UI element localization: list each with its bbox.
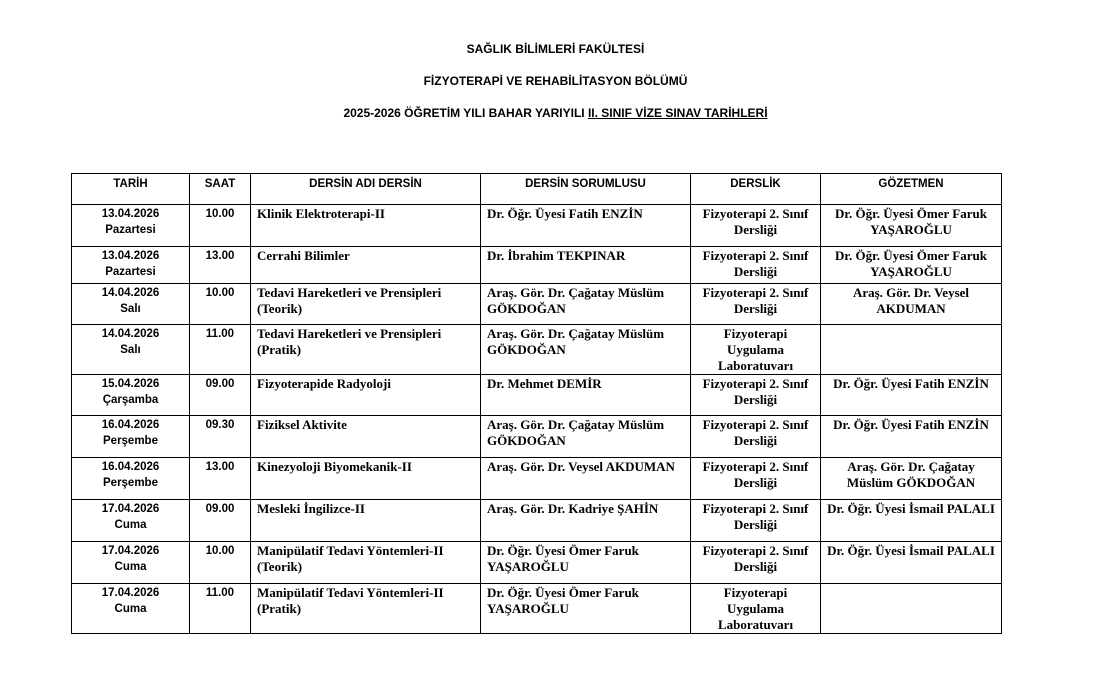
table-row bbox=[72, 375, 1002, 416]
exam-room: Fizyoterapi 2. Sınıf Dersliği bbox=[702, 206, 809, 237]
exam-day: Cuma bbox=[114, 603, 147, 615]
room-cell bbox=[691, 284, 821, 325]
date-cell bbox=[72, 284, 190, 325]
exam-day: Perşembe bbox=[103, 477, 158, 489]
exam-time: 10.00 bbox=[205, 208, 235, 220]
date-cell bbox=[72, 325, 190, 375]
column-header-time: SAAT bbox=[190, 174, 251, 205]
exam-time: 09.30 bbox=[205, 419, 235, 431]
course-cell bbox=[251, 458, 481, 500]
exam-proctor: Dr. Öğr. Üyesi Ömer Faruk YAŞAROĞLU bbox=[835, 248, 987, 279]
exam-date: 14.04.2026 bbox=[101, 328, 160, 340]
exam-time: 09.00 bbox=[205, 503, 235, 515]
room-cell bbox=[691, 247, 821, 284]
table-row bbox=[72, 500, 1002, 542]
exam-date: 17.04.2026 bbox=[101, 503, 160, 515]
time-cell bbox=[190, 500, 251, 542]
date-cell bbox=[72, 500, 190, 542]
proctor-cell bbox=[821, 375, 1002, 416]
instructor-cell bbox=[481, 205, 691, 247]
exam-room: Fizyoterapi 2. Sınıf Dersliği bbox=[702, 501, 809, 532]
course-instructor: Dr. Öğr. Üyesi Ömer Faruk YAŞAROĞLU bbox=[487, 585, 639, 616]
time-cell bbox=[190, 284, 251, 325]
exam-date: 17.04.2026 bbox=[101, 545, 160, 557]
exam-proctor: Araş. Gör. Dr. Çağatay Müslüm GÖKDOĞAN bbox=[846, 459, 976, 490]
instructor-cell bbox=[481, 284, 691, 325]
instructor-cell bbox=[481, 375, 691, 416]
exam-room: Fizyoterapi 2. Sınıf Dersliği bbox=[702, 459, 809, 490]
instructor-cell bbox=[481, 584, 691, 634]
course-name: Manipülatif Tedavi Yöntemleri-II (Pratik) bbox=[257, 585, 444, 616]
proctor-cell bbox=[821, 542, 1002, 584]
date-cell bbox=[72, 542, 190, 584]
exam-proctor: Dr. Öğr. Üyesi Fatih ENZİN bbox=[833, 376, 989, 391]
course-cell bbox=[251, 375, 481, 416]
exam-room: Fizyoterapi 2. Sınıf Dersliği bbox=[702, 543, 809, 574]
course-cell bbox=[251, 542, 481, 584]
schedule-title-underlined: II. SINIF VİZE SINAV TARİHLERİ bbox=[587, 106, 768, 120]
course-name: Tedavi Hareketleri ve Prensipleri (Pratik) bbox=[257, 326, 442, 357]
schedule-title-prefix: 2025-2026 ÖĞRETİM YILI BAHAR YARIYILI bbox=[343, 106, 588, 120]
instructor-cell bbox=[481, 325, 691, 375]
course-name: Fizyoterapide Radyoloji bbox=[257, 376, 391, 391]
table-row bbox=[72, 542, 1002, 584]
exam-date: 15.04.2026 bbox=[101, 378, 160, 390]
course-name: Kinezyoloji Biyomekanik-II bbox=[257, 459, 412, 474]
exam-date: 14.04.2026 bbox=[101, 287, 160, 299]
date-cell bbox=[72, 375, 190, 416]
exam-day: Salı bbox=[120, 303, 141, 315]
exam-room: Fizyoterapi Uygulama Laboratuvarı bbox=[717, 585, 794, 632]
exam-day: Pazartesi bbox=[105, 224, 156, 236]
exam-time: 13.00 bbox=[205, 461, 235, 473]
schedule-title bbox=[0, 106, 1111, 120]
proctor-cell bbox=[821, 458, 1002, 500]
time-cell bbox=[190, 325, 251, 375]
course-name: Fiziksel Aktivite bbox=[257, 417, 347, 432]
room-cell bbox=[691, 458, 821, 500]
exam-time: 10.00 bbox=[205, 287, 235, 299]
table-row bbox=[72, 458, 1002, 500]
course-name: Mesleki İngilizce-II bbox=[257, 501, 365, 516]
exam-time: 11.00 bbox=[205, 328, 235, 340]
proctor-cell bbox=[821, 416, 1002, 458]
time-cell bbox=[190, 247, 251, 284]
exam-date: 13.04.2026 bbox=[101, 208, 160, 220]
exam-day: Pazartesi bbox=[105, 266, 156, 278]
exam-proctor: Dr. Öğr. Üyesi Fatih ENZİN bbox=[833, 417, 989, 432]
proctor-cell bbox=[821, 500, 1002, 542]
exam-proctor: Dr. Öğr. Üyesi İsmail PALALI bbox=[827, 501, 995, 516]
course-instructor: Dr. Öğr. Üyesi Fatih ENZİN bbox=[487, 206, 643, 221]
table-row bbox=[72, 205, 1002, 247]
instructor-cell bbox=[481, 458, 691, 500]
course-name: Tedavi Hareketleri ve Prensipleri (Teorik) bbox=[257, 285, 442, 316]
exam-time: 09.00 bbox=[205, 378, 235, 390]
time-cell bbox=[190, 584, 251, 634]
room-cell bbox=[691, 584, 821, 634]
room-cell bbox=[691, 205, 821, 247]
room-cell bbox=[691, 325, 821, 375]
proctor-cell bbox=[821, 205, 1002, 247]
table-row bbox=[72, 325, 1002, 375]
course-name: Manipülatif Tedavi Yöntemleri-II (Teorik) bbox=[257, 543, 444, 574]
room-cell bbox=[691, 500, 821, 542]
exam-date: 16.04.2026 bbox=[101, 461, 160, 473]
course-instructor: Araş. Gör. Dr. Çağatay Müslüm GÖKDOĞAN bbox=[487, 326, 665, 357]
time-cell bbox=[190, 416, 251, 458]
instructor-cell bbox=[481, 542, 691, 584]
exam-day: Salı bbox=[120, 344, 141, 356]
exam-date: 16.04.2026 bbox=[101, 419, 160, 431]
column-header-date: TARİH bbox=[72, 174, 190, 205]
column-header-course: DERSİN ADI DERSİN bbox=[251, 174, 481, 205]
course-instructor: Araş. Gör. Dr. Çağatay Müslüm GÖKDOĞAN bbox=[487, 285, 665, 316]
course-instructor: Dr. Mehmet DEMİR bbox=[487, 376, 602, 391]
proctor-cell bbox=[821, 325, 1002, 375]
course-instructor: Araş. Gör. Dr. Çağatay Müslüm GÖKDOĞAN bbox=[487, 417, 665, 448]
course-cell bbox=[251, 284, 481, 325]
exam-room: Fizyoterapi 2. Sınıf Dersliği bbox=[702, 285, 809, 316]
time-cell bbox=[190, 542, 251, 584]
date-cell bbox=[72, 247, 190, 284]
time-cell bbox=[190, 458, 251, 500]
exam-proctor: Araş. Gör. Dr. Veysel AKDUMAN bbox=[852, 285, 970, 316]
course-name: Klinik Elektroterapi-II bbox=[257, 206, 385, 221]
column-header-proctor: GÖZETMEN bbox=[821, 174, 1002, 205]
exam-date: 17.04.2026 bbox=[101, 587, 160, 599]
exam-proctor: Dr. Öğr. Üyesi Ömer Faruk YAŞAROĞLU bbox=[835, 206, 987, 237]
exam-time: 13.00 bbox=[205, 250, 235, 262]
instructor-cell bbox=[481, 500, 691, 542]
exam-proctor: Dr. Öğr. Üyesi İsmail PALALI bbox=[827, 543, 995, 558]
proctor-cell bbox=[821, 284, 1002, 325]
course-instructor: Dr. İbrahim TEKPINAR bbox=[487, 248, 626, 263]
time-cell bbox=[190, 375, 251, 416]
date-cell bbox=[72, 205, 190, 247]
exam-schedule-table bbox=[71, 173, 1002, 634]
course-instructor: Araş. Gör. Dr. Veysel AKDUMAN bbox=[487, 459, 675, 474]
exam-day: Cuma bbox=[114, 561, 147, 573]
exam-time: 11.00 bbox=[205, 587, 235, 599]
instructor-cell bbox=[481, 416, 691, 458]
faculty-title: SAĞLIK BİLİMLERİ FAKÜLTESİ bbox=[466, 42, 645, 56]
table-row bbox=[72, 584, 1002, 634]
course-instructor: Araş. Gör. Dr. Kadriye ŞAHİN bbox=[487, 501, 659, 516]
course-cell bbox=[251, 247, 481, 284]
course-instructor: Dr. Öğr. Üyesi Ömer Faruk YAŞAROĞLU bbox=[487, 543, 639, 574]
date-cell bbox=[72, 458, 190, 500]
table-header-row bbox=[72, 174, 1002, 205]
exam-room: Fizyoterapi 2. Sınıf Dersliği bbox=[702, 248, 809, 279]
proctor-cell bbox=[821, 247, 1002, 284]
proctor-cell bbox=[821, 584, 1002, 634]
table-row bbox=[72, 284, 1002, 325]
room-cell bbox=[691, 416, 821, 458]
table-row bbox=[72, 416, 1002, 458]
date-cell bbox=[72, 584, 190, 634]
exam-room: Fizyoterapi 2. Sınıf Dersliği bbox=[702, 417, 809, 448]
course-cell bbox=[251, 416, 481, 458]
exam-room: Fizyoterapi Uygulama Laboratuvarı bbox=[717, 326, 794, 373]
course-cell bbox=[251, 205, 481, 247]
date-cell bbox=[72, 416, 190, 458]
course-cell bbox=[251, 584, 481, 634]
department-title: FİZYOTERAPİ VE REHABİLİTASYON BÖLÜMÜ bbox=[423, 74, 688, 88]
time-cell bbox=[190, 205, 251, 247]
course-cell bbox=[251, 325, 481, 375]
exam-day: Perşembe bbox=[103, 435, 158, 447]
exam-day: Çarşamba bbox=[102, 394, 159, 406]
column-header-instructor: DERSİN SORUMLUSU bbox=[481, 174, 691, 205]
exam-room: Fizyoterapi 2. Sınıf Dersliği bbox=[702, 376, 809, 407]
exam-time: 10.00 bbox=[205, 545, 235, 557]
instructor-cell bbox=[481, 247, 691, 284]
column-header-room: DERSLİK bbox=[691, 174, 821, 205]
table-row bbox=[72, 247, 1002, 284]
exam-date: 13.04.2026 bbox=[101, 250, 160, 262]
course-name: Cerrahi Bilimler bbox=[257, 248, 350, 263]
course-cell bbox=[251, 500, 481, 542]
room-cell bbox=[691, 375, 821, 416]
exam-day: Cuma bbox=[114, 519, 147, 531]
room-cell bbox=[691, 542, 821, 584]
